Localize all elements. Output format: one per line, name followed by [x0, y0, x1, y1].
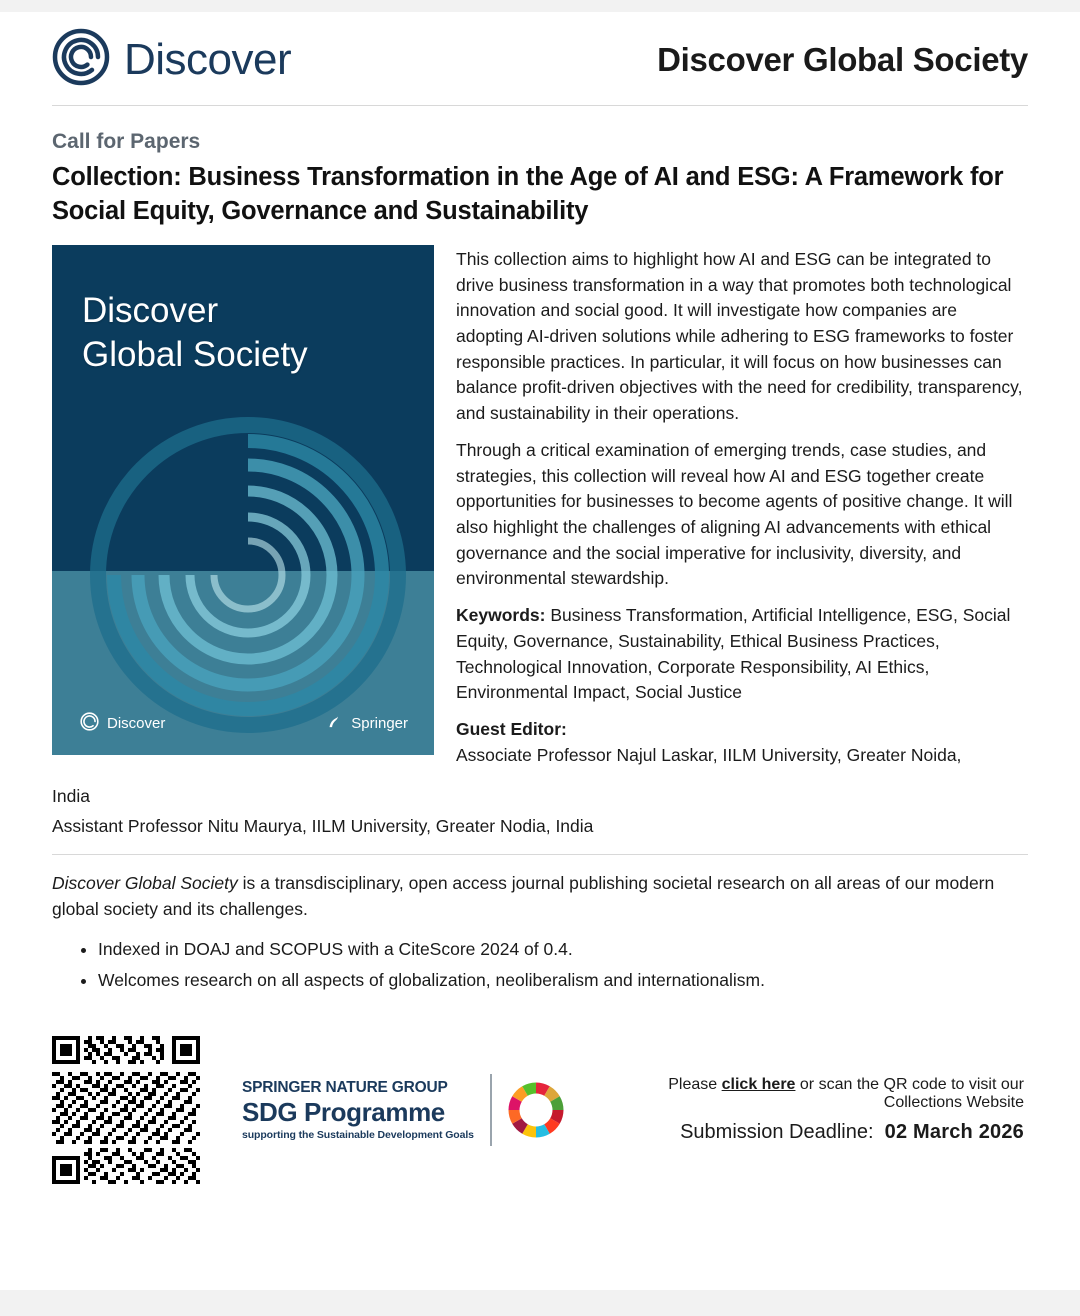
cta-prefix: Please [668, 1076, 722, 1094]
guest-editor-2: Assistant Professor Nitu Maurya, IILM University, Greater Nodia, India [52, 815, 594, 836]
qr-code-icon[interactable] [52, 1036, 200, 1184]
journal-title: Discover Global Society [657, 40, 1028, 78]
top-margin-strip [0, 0, 1080, 12]
sdg-springer-nature-group-label: SPRINGER NATURE GROUP [242, 1079, 448, 1097]
journal-name-italic: Discover Global Society [52, 873, 238, 894]
journal-blurb [52, 870, 1028, 923]
list-item: • Indexed in DOAJ and SCOPUS with a CiteScore 2024 of 0.4. [98, 935, 1028, 963]
deadline-label: Submission Deadline: [680, 1121, 874, 1144]
collection-title: Collection: Business Transformation in the Age of AI and ESG: A Framework for Social Equity, Governance and Sustainability [52, 163, 1004, 226]
sdg-programme-label: SDG Programme [242, 1096, 445, 1127]
keywords-block [456, 603, 1028, 706]
springer-horse-icon [326, 712, 343, 735]
guest-editor-block [456, 717, 1028, 768]
collections-website-cta [592, 1076, 1024, 1112]
page-header [52, 12, 1028, 105]
sdg-tagline: supporting the Sustainable Development Goals [242, 1128, 474, 1141]
body-row [52, 245, 1028, 780]
discover-spiral-logo-icon [52, 28, 110, 91]
call-for-papers-label: Call for Papers [52, 130, 201, 153]
collection-description [456, 245, 1028, 780]
list-item: • Welcomes research on all aspects of globalization, neoliberalism and internationalism. [98, 966, 1028, 994]
sdg-divider [490, 1074, 492, 1146]
cover-footer [80, 712, 408, 735]
cta-suffix: or scan the QR code to visit our Collections Website [795, 1076, 1024, 1112]
guest-editor-1-line2: India [52, 785, 90, 806]
page-footer [52, 1036, 1028, 1184]
discover-spiral-icon [80, 712, 99, 735]
sdg-color-wheel-icon [508, 1082, 564, 1138]
bottom-margin-strip [0, 1290, 1080, 1316]
guest-editor-1-line1: Associate Professor Najul Laskar, IILM University, Greater Noida, [456, 744, 962, 765]
deadline-value: 02 March 2026 [884, 1121, 1024, 1144]
keywords-values: Business Transformation, Artificial Intelligence, ESG, Social Equity, Governance, Sustainability, Ethical Business Practices, Technological Innovation, Corporate Responsibility, AI Ethics, Environmental Impact, Social Justice [456, 605, 1011, 703]
guest-editor-label: Guest Editor: [456, 719, 567, 740]
description-paragraph-2: Through a critical examination of emerging trends, case studies, and strategies, this collection will reveal how AI and ESG together create opportunities for businesses to become agents of positive change. It will also highlight the challenges of aligning AI advancements with ethical governance and the social imperative for inclusivity, diversity, and environmental stewardship. [456, 439, 1013, 589]
cover-springer-label: Springer [351, 714, 408, 732]
click-here-link[interactable]: click here [721, 1076, 796, 1094]
submission-deadline [592, 1121, 1024, 1144]
header-divider [52, 105, 1028, 106]
journal-cover-image [52, 245, 434, 755]
brand-wordmark: Discover [124, 34, 292, 84]
cover-discover-label: Discover [107, 714, 166, 732]
description-paragraph-1: This collection aims to highlight how AI and ESG can be integrated to drive business transformation in a way that promotes both technological innovation and social good. It will investigate how companies are adopting AI-driven solutions while adhering to ESG frameworks to foster responsible practices. In particular, it will focus on how businesses can balance profit-driven objectives with the need for credibility, transparency, and sustainability in their operations. [456, 248, 1023, 424]
cover-title-text [82, 289, 308, 377]
sdg-programme-lockup [228, 1074, 564, 1146]
keywords-label: Keywords: [456, 605, 546, 626]
footer-cta-block [592, 1076, 1028, 1144]
cover-discover-lockup [80, 712, 165, 735]
cover-springer-lockup [326, 712, 408, 735]
guest-editor-overflow [52, 782, 1028, 841]
sdg-text-block [242, 1080, 474, 1140]
journal-highlights-list [52, 935, 1028, 995]
body-divider [52, 854, 1028, 855]
cover-title-line-2: Global Society [82, 334, 308, 374]
cover-title-line-1: Discover [82, 290, 219, 330]
brand-lockup [52, 28, 291, 91]
journal-blurb-rest: is a transdisciplinary, open access journal publishing societal research on all areas of our modern global society and its challenges. [52, 873, 995, 920]
